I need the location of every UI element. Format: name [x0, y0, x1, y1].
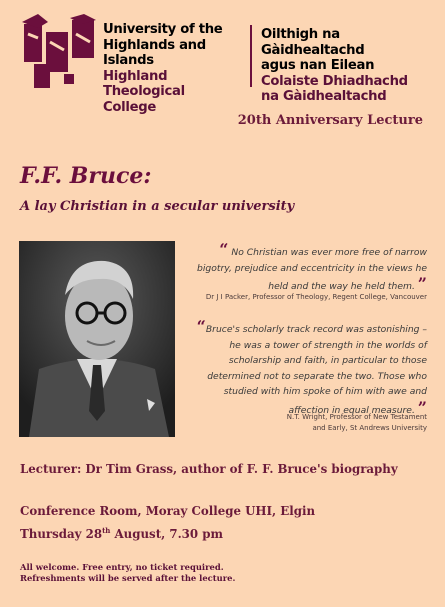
university-name-english — [103, 22, 248, 115]
uni-en-line1: University of the — [103, 22, 223, 37]
quote-attribution — [287, 412, 427, 433]
quote-line: bigotry, prejudice and eccentricity in the views he — [197, 262, 427, 274]
quote-packer — [195, 242, 427, 295]
college-gd-line1: Colaiste Dhiadhachd — [261, 73, 408, 89]
venue-info — [20, 502, 315, 544]
anniversary-heading: 20th Anniversary Lecture — [237, 113, 423, 128]
uni-gd-line1: Oilthigh na Gàidhealtachd — [261, 27, 365, 58]
lecturer-info: Lecturer: Dr Tim Grass, author of F. F. Bruce's biography — [20, 462, 398, 476]
date-prefix: Thursday 28 — [20, 526, 103, 541]
quote-line: held and the way he held them. — [268, 281, 415, 292]
college-en-line2: College — [103, 99, 157, 115]
date-suffix: August, 7.30 pm — [110, 526, 223, 541]
quote-line: No Christian was ever more free of narrow — [231, 247, 427, 258]
open-quote-icon: “ — [219, 240, 229, 259]
open-quote-icon: “ — [196, 317, 206, 336]
venue-location: Conference Room, Moray College UHI, Elgin — [20, 504, 316, 518]
uni-en-line2: Highlands and Islands — [103, 37, 206, 68]
college-gd-line2: na Gàidhealtachd — [261, 89, 387, 104]
quote-line: determined not to separate the two. Those who — [207, 370, 427, 382]
quote-line: studied with him spoke of him with awe and — [223, 386, 427, 397]
university-name-gaelic — [261, 27, 441, 105]
quote-line: scholarship and faith, in particular to those — [228, 355, 427, 366]
quote-attribution: Dr J I Packer, Professor of Theology, Regent College, Vancouver — [205, 293, 427, 301]
footer-line: All welcome. Free entry, no ticket required. — [20, 562, 224, 572]
footer-line: Refreshments will be served after the lecture. — [20, 573, 236, 583]
quote-line: Bruce's scholarly track record was astonishing – — [205, 324, 427, 335]
date-ordinal: th — [102, 526, 111, 535]
college-en-line1: Highland Theological — [103, 68, 185, 99]
header-divider — [250, 25, 252, 87]
footer-note — [20, 562, 235, 584]
attribution-line: N.T. Wright, Professor of New Testament — [286, 413, 427, 421]
portrait-photo — [19, 241, 175, 437]
quote-wright — [195, 319, 427, 418]
attribution-line: and Early, St Andrews University — [312, 423, 427, 432]
event-date — [20, 521, 315, 544]
uni-gd-line2: agus nan Eilean — [261, 58, 375, 73]
lecture-title: F.F. Bruce: — [20, 163, 152, 189]
quote-line: he was a tower of strength in the worlds of — [229, 339, 427, 351]
quote-line: affection in equal measure. — [288, 404, 415, 416]
close-quote-icon: ” — [417, 397, 427, 417]
university-logo — [20, 14, 100, 90]
lecture-subtitle: A lay Christian in a secular university — [20, 199, 295, 214]
close-quote-icon: ” — [417, 274, 427, 293]
